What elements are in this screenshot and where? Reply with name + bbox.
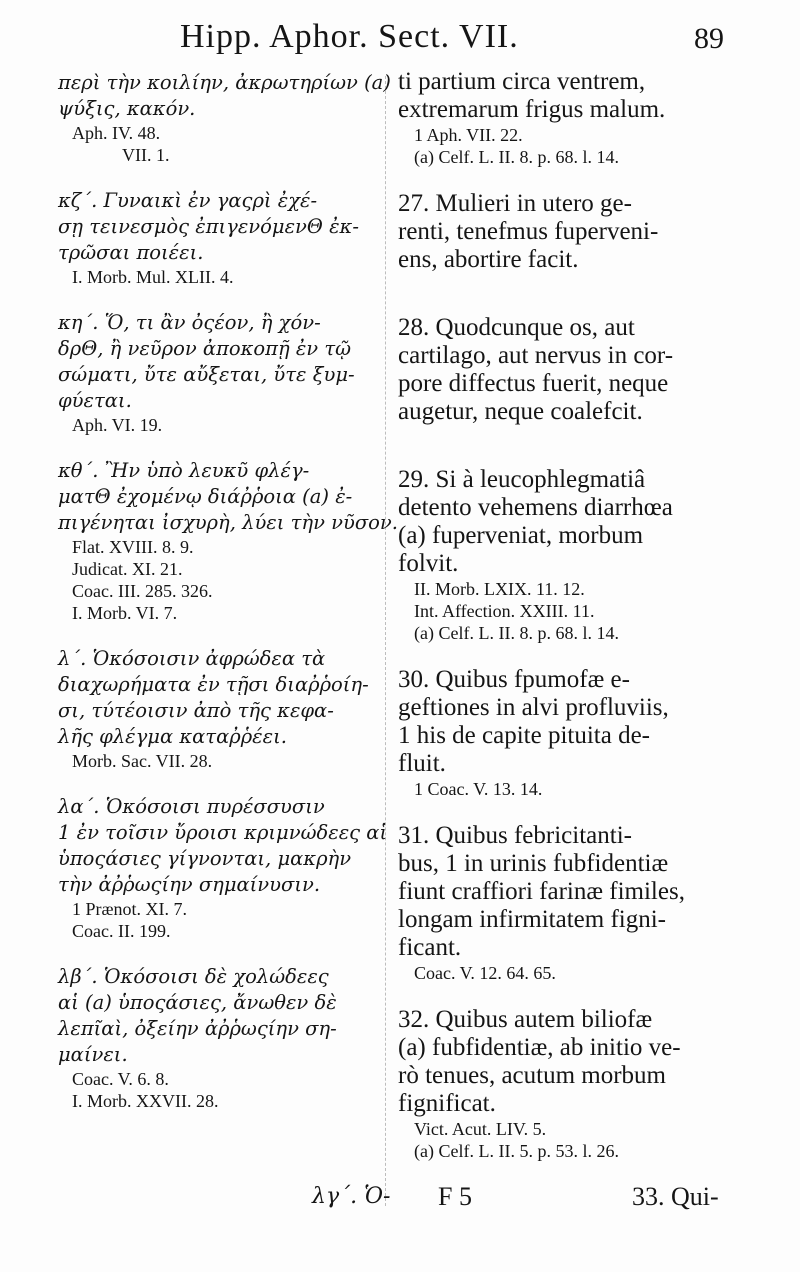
latin-reference-line: 1 Aph. VII. 22. <box>414 125 523 145</box>
greek-text-line: ψύξις, κακόν. <box>58 97 196 120</box>
latin-reference-line: II. Morb. LXIX. 11. 12. <box>414 579 585 599</box>
latin-text-line: 1 his de capite pituita de- <box>398 722 651 749</box>
paragraph-gap <box>58 624 378 646</box>
latin-text-line: augetur, neque coalefcit. <box>398 398 643 425</box>
greek-text-line: φύεται. <box>58 389 132 412</box>
greek-text-line: αἱ (a) ὑποςάσιες, ἄνωθεν δὲ <box>58 991 337 1014</box>
greek-text-line: κη΄. Ὅ, τι ἂν ὀςέον, ἢ χόν- <box>58 311 321 334</box>
latin-text-line: fignificat. <box>398 1090 496 1117</box>
greek-text-line: τρῶσαι ποιέει. <box>58 241 204 264</box>
latin-text-line: fiunt craffiori farinæ fimiles, <box>398 878 685 905</box>
latin-reference-line: Vict. Acut. LIV. 5. <box>414 1119 547 1139</box>
catchword-latin: 33. Qui- <box>632 1182 719 1211</box>
latin-text-line: 31. Quibus febricitanti- <box>398 822 632 849</box>
latin-text-line: extremarum frigus malum. <box>398 96 666 123</box>
greek-text-line: λεπῖαὶ, ὀξείην ἀῤῥωςίην ση- <box>58 1017 337 1040</box>
greek-text-line: σώματι, ὔτε αὔξεται, ὔτε ξυμ- <box>58 363 355 386</box>
latin-text-line: 29. Si à leucophlegmatiâ <box>398 466 646 493</box>
latin-text-column <box>398 68 738 1162</box>
greek-text-line: 1 ἐν τοῖσιν ὔροισι κριμνώδεες αἱ <box>58 821 388 844</box>
greek-text-line: περὶ τὴν κοιλίην, ἀκρωτηρίων (a) <box>58 71 391 94</box>
latin-reference-line: 1 Coac. V. 13. 14. <box>414 779 543 799</box>
page-number: 89 <box>694 22 724 55</box>
greek-text-line: λα΄. Ὁκόσοισι πυρέσσυσιν <box>58 795 325 818</box>
paragraph-gap <box>58 166 378 188</box>
latin-text-line: 32. Quibus autem biliofæ <box>398 1006 653 1033</box>
latin-text-line: ens, abortire facit. <box>398 246 579 273</box>
latin-text-line: renti, tenefmus fuperveni- <box>398 218 659 245</box>
latin-reference-line: Coac. V. 12. 64. 65. <box>414 963 556 983</box>
page-header <box>0 14 800 64</box>
signature-mark: F 5 <box>438 1182 472 1211</box>
latin-text-line: (a) fuperveniat, morbum <box>398 522 644 549</box>
paragraph-gap <box>58 772 378 794</box>
greek-text-line: λβ΄. Ὁκόσοισι δὲ χολώδεες <box>58 965 329 988</box>
latin-text-line: longam infirmitatem figni- <box>398 906 666 933</box>
greek-reference-line: I. Morb. Mul. XLII. 4. <box>72 267 234 287</box>
latin-reference-line: Int. Affection. XXIII. 11. <box>414 601 595 621</box>
greek-reference-line: I. Morb. VI. 7. <box>72 603 178 623</box>
latin-reference-line: (a) Celf. L. II. 8. p. 68. l. 14. <box>414 623 619 643</box>
greek-text-line: τὴν ἀῤῥωςίην σημαίνυσιν. <box>58 873 321 896</box>
latin-text-line: pore diffectus fuerit, neque <box>398 370 669 397</box>
greek-reference-line: Coac. III. 285. 326. <box>72 581 213 601</box>
greek-text-line: λ΄. Ὁκόσοισιν ἀφρώδεα τὰ <box>58 647 326 670</box>
greek-text-line: ματΘ ἐχομένῳ διάῤῥοια (a) ἐ- <box>58 485 353 508</box>
paragraph-gap <box>58 288 378 310</box>
greek-text-line: κθ΄. Ἢν ὑπὸ λευκῦ φλέγ- <box>58 459 310 482</box>
greek-text-line: διαχωρήματα ἐν τῇσι διαῤῥοίη- <box>58 673 369 696</box>
paragraph-gap <box>398 274 738 314</box>
greek-reference-line: Morb. Sac. VII. 28. <box>72 751 213 771</box>
greek-reference-line: Aph. IV. 48. <box>72 123 161 143</box>
greek-text-line: κζ΄. Γυναικὶ ἐν γαςρὶ ἐχέ- <box>58 189 318 212</box>
latin-text-line: cartilago, aut nervus in cor- <box>398 342 674 369</box>
latin-text-line: folvit. <box>398 550 459 577</box>
greek-reference-line: I. Morb. XXVII. 28. <box>72 1091 219 1111</box>
greek-text-line: δρΘ, ἢ νεῦρον ἀποκοπῇ ἐν τῷ <box>58 337 352 360</box>
latin-text-line: geftiones in alvi profluviis, <box>398 694 669 721</box>
greek-reference-line: Judicat. XI. 21. <box>72 559 183 579</box>
greek-reference-line: Coac. II. 199. <box>72 921 171 941</box>
latin-text-line: detento vehemens diarrhœa <box>398 494 673 521</box>
latin-text-line: ti partium circa ventrem, <box>398 68 646 95</box>
greek-reference-line: Coac. V. 6. 8. <box>72 1069 169 1089</box>
greek-text-line: ὑποςάσιες γίγνονται, μακρὴν <box>58 847 352 870</box>
page-footer <box>0 1184 800 1224</box>
paragraph-gap <box>398 984 738 1006</box>
greek-text-line: πιγένηται ἰσχυρὴ, λύει τὴν νῦσον. <box>58 511 398 534</box>
latin-text-line: fluit. <box>398 750 446 777</box>
greek-reference-line: Flat. XVIII. 8. 9. <box>72 537 194 557</box>
latin-text-line: (a) fubfidentiæ, ab initio ve- <box>398 1034 681 1061</box>
latin-text-line: rò tenues, acutum morbum <box>398 1062 666 1089</box>
paragraph-gap <box>58 942 378 964</box>
latin-reference-line: (a) Celf. L. II. 8. p. 68. l. 14. <box>414 147 619 167</box>
greek-text-line: μαίνει. <box>58 1043 128 1066</box>
greek-text-line: σῃ τεινεσμὸς ἐπιγενόμενΘ ἐκ- <box>58 215 359 238</box>
running-title: Hipp. Aphor. Sect. VII. <box>180 18 519 55</box>
greek-reference-line: VII. 1. <box>122 145 170 165</box>
greek-text-line: σι, τύτέοισιν ἀπὸ τῆς κεφα- <box>58 699 334 722</box>
greek-reference-line: Aph. VI. 19. <box>72 415 163 435</box>
column-divider <box>385 76 387 1206</box>
paragraph-gap <box>398 168 738 190</box>
paragraph-gap <box>58 436 378 458</box>
greek-text-line: λῆς φλέγμα καταῤῥέει. <box>58 725 287 748</box>
paragraph-gap <box>398 644 738 666</box>
latin-text-line: 27. Mulieri in utero ge- <box>398 190 632 217</box>
greek-text-column <box>58 70 398 1112</box>
catchword-greek: λγ΄. Ὁ- <box>312 1184 391 1209</box>
latin-text-line: ficant. <box>398 934 462 961</box>
latin-text-line: 28. Quodcunque os, aut <box>398 314 635 341</box>
latin-text-line: 30. Quibus fpumofæ e- <box>398 666 630 693</box>
greek-reference-line: 1 Prænot. XI. 7. <box>72 899 188 919</box>
latin-text-line: bus, 1 in urinis fubfidentiæ <box>398 850 669 877</box>
latin-reference-line: (a) Celf. L. II. 5. p. 53. l. 26. <box>414 1141 619 1161</box>
paragraph-gap <box>398 426 738 466</box>
paragraph-gap <box>398 800 738 822</box>
